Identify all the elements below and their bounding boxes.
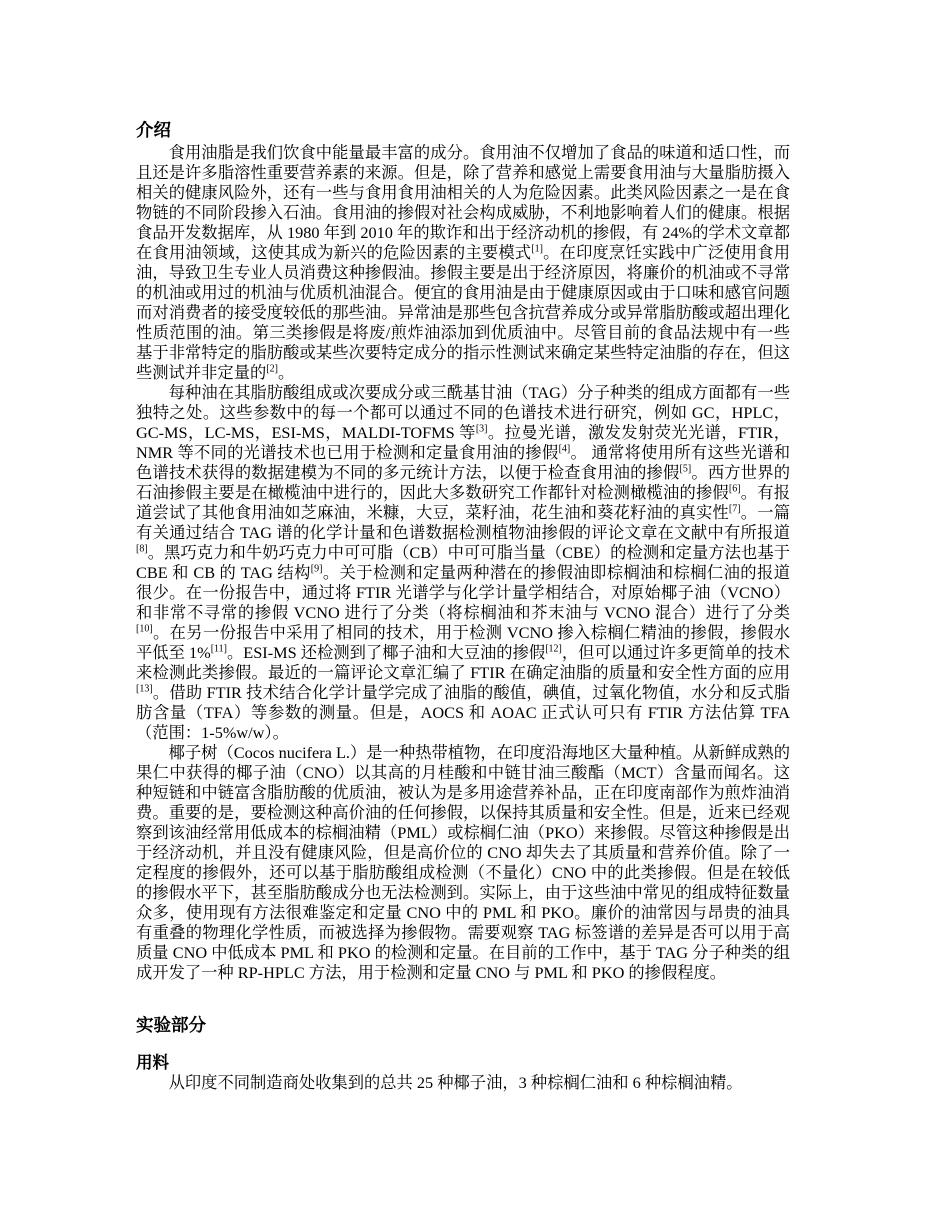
citation-ref: [11] (210, 643, 227, 655)
intro-paragraph-1: 食用油脂是我们饮食中能量最丰富的成分。食用油不仅增加了食品的味道和适口性，而且还是许多脂溶性重要营养素的来源。但是，除了营养和感觉上需要食用油与大量脂肪摄入相关的健康风险外，还有一些与食用食用油相关的人为危险因素。此类风险因素之一是在食物链的不同阶段掺入石油。食用油的掺假对社会构成威胁，不利地影响着人们的健康。根据食品开发数据库，从 1980 年到 2010 年的欺诈和出于经济动机的掺假，有 24%的学术文章都在食用油领域，这使其成为新兴的危险因素的主要模式[1]。在印度烹饪实践中广泛使用食用油，导致卫生专业人员消费这种掺假油。掺假主要是出于经济原因，将廉价的机油或不寻常的机油或用过的机油与优质机油混合。便宜的食用油是由于健康原因或由于口味和感官问题而对消费者的接受度较低的那些油。异常油是那些包含抗营养成分或异常脂肪酸或超出理化性质范围的油。第三类掺假是将废/煎炸油添加到优质油中。尽管目前的食品法规中有一些基于非常特定的脂肪酸或某些次要特定成分的指示性测试来确定某些特定油脂的存在，但这些测试并非定量的[2]。 (136, 143, 790, 382)
citation-ref: [5] (679, 463, 692, 475)
citation-ref: [9] (310, 563, 323, 575)
section-heading-introduction: 介绍 (136, 120, 171, 140)
intro-paragraph-3: 椰子树（Cocos nucifera L.）是一种热带植物，在印度沿海地区大量种植。从新鲜成熟的果仁中获得的椰子油（CNO）以其高的月桂酸和中链甘油三酸酯（MCT）含量而闻名。这种短链和中链富含脂肪酸的优质油，被认为是多用途营养补品，正在印度南部作为煎炸油消费。重要的是，要检测这种高价油的任何掺假，以保持其质量和安全性。但是，近来已经观察到该油经常用低成本的棕榈油精（PML）或棕榈仁油（PKO）来掺假。尽管这种掺假是出于经济动机，并且没有健康风险，但是高价位的 CNO 却失去了其质量和营养价值。除了一定程度的掺假外，还可以基于脂肪酸组成检测（不量化）CNO 中的此类掺假。但是在较低的掺假水平下，甚至脂肪酸成分也无法检测到。实际上，由于这些油中常见的组成特征数量众多，使用现有方法很难鉴定和定量 CNO 中的 PML 和 PKO。廉价的油常因与昂贵的油具有重叠的物理化学性质，而被选择为掺假物。需要观察 TAG 标签谱的差异是否可以用于高质量 CNO 中低成本 PML 和 PKO 的检测和定量。在目前的工作中，基于 TAG 分子种类的组成开发了一种 RP-HPLC 方法，用于检测和定量 CNO 与 PML 和 PKO 的掺假程度。 (136, 743, 790, 982)
intro-paragraph-2: 每种油在其脂肪酸组成或次要成分或三酰基甘油（TAG）分子种类的组成方面都有一些独特之处。这些参数中的每一个都可以通过不同的色谱技术进行研究，例如 GC，HPLC，GC-MS，LC-MS，ESI-MS，MALDI-TOFMS 等[3]。拉曼光谱，激发发射荧光光谱，FTIR，NMR 等不同的光谱技术也已用于检测和定量食用油的掺假[4]。 通常将使用所有这些光谱和色谱技术获得的数据建模为不同的多元统计方法，以便于检查食用油的掺假[5]。西方世界的石油掺假主要是在橄榄油中进行的，因此大多数研究工作都针对检测橄榄油的掺假[6]。有报道尝试了其他食用油如芝麻油，米糠，大豆，菜籽油，花生油和葵花籽油的真实性[7]。一篇有关通过结合 TAG 谱的化学计量和色谱数据检测植物油掺假的评论文章在文献中有所报道[8]。黑巧克力和牛奶巧克力中可可脂（CB）中可可脂当量（CBE）的检测和定量方法也基于 CBE 和 CB 的 TAG 结构[9]。关于检测和定量两种潜在的掺假油即棕榈油和棕榈仁油的报道很少。在一份报告中，通过将 FTIR 光谱学与化学计量学相结合，对原始椰子油（VCNO）和非常不寻常的掺假 VCNO 进行了分类（将棕榈油和芥末油与 VCNO 混合）进行了分类[10]。在另一份报告中采用了相同的技术，用于检测 VCNO 掺入棕榈仁精油的掺假，掺假水平低至 1%[11]。ESI-MS 还检测到了椰子油和大豆油的掺假[12]，但可以通过许多更简单的技术来检测此类掺假。最近的一篇评论文章汇编了 FTIR 在确定油脂的质量和安全性方面的应用[13]。借助 FTIR 技术结合化学计量学完成了油脂的酸值，碘值，过氧化物值，水分和反式脂肪含量（TFA）等参数的测量。但是，AOCS 和 AOAC 正式认可只有 FTIR 方法估算 TFA（范围：1-5%w/w）。 (136, 383, 790, 742)
citation-ref: [6] (728, 483, 741, 495)
citation-ref: [12] (545, 643, 562, 655)
materials-paragraph: 从印度不同制造商处收集到的总共 25 种椰子油，3 种棕榈仁油和 6 种棕榈油精。 (168, 1073, 743, 1092)
subsection-heading-materials: 用料 (136, 1053, 169, 1072)
citation-ref: [1] (531, 243, 543, 255)
section-heading-experimental: 实验部分 (136, 1015, 206, 1035)
citation-ref: [10] (136, 623, 153, 635)
citation-ref: [7] (728, 503, 741, 515)
citation-ref: [3] (475, 423, 488, 435)
citation-ref: [13] (136, 683, 153, 695)
citation-ref: [2] (266, 363, 278, 375)
citation-ref: [8] (136, 543, 148, 555)
citation-ref: [4] (558, 443, 571, 455)
